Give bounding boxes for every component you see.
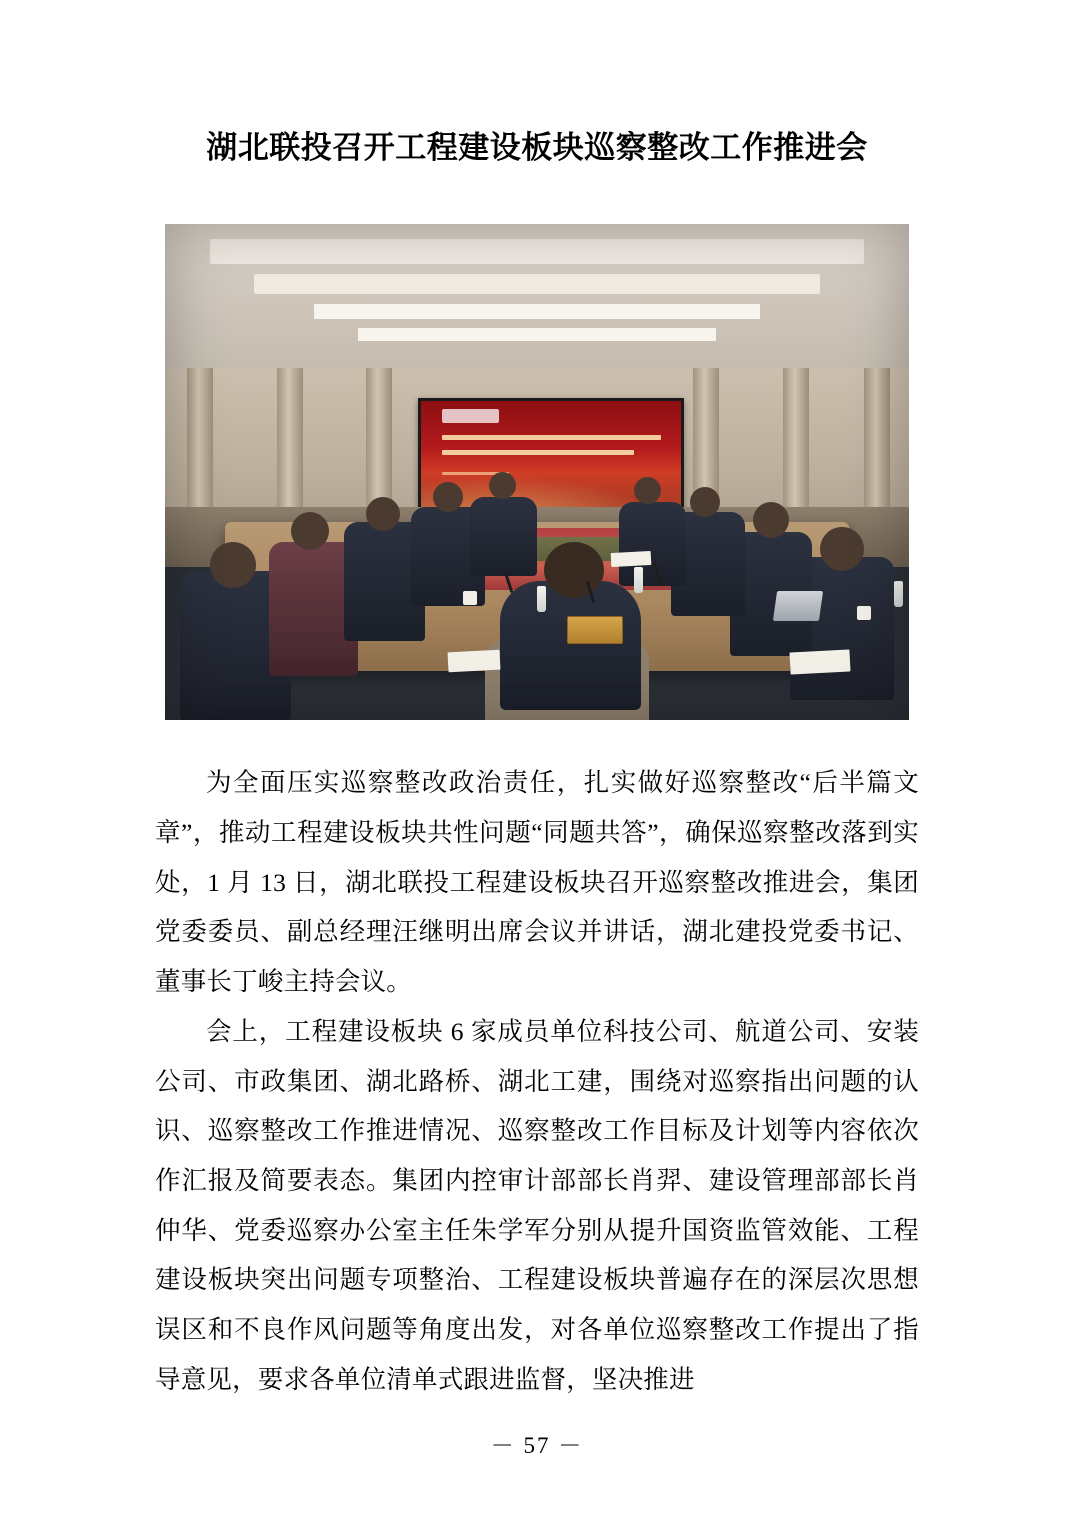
- wall-column: [277, 368, 303, 517]
- attendee-head: [210, 542, 256, 588]
- attendee-head: [366, 497, 400, 531]
- attendee-head: [433, 482, 463, 512]
- attendee: [619, 502, 686, 586]
- meeting-photo: [165, 224, 909, 720]
- ceiling-light-strip: [358, 328, 715, 340]
- document-paper: [789, 649, 850, 674]
- attendee: [470, 497, 537, 576]
- ceiling-panel: [254, 274, 819, 294]
- page-title: 湖北联投召开工程建设板块巡察整改工作推进会: [206, 130, 868, 165]
- attendee-head: [690, 487, 720, 517]
- attendee-head: [820, 527, 864, 571]
- attendee-head: [489, 472, 516, 499]
- paragraph-2: 会上，工程建设板块 6 家成员单位科技公司、航道公司、安装公司、市政集团、湖北路桥、湖北工建，围绕对巡察指出问题的认识、巡察整改工作推进情况、巡察整改工作目标及计划等内容依次作汇报及简要表态。集团内控审计部部长肖羿、建设管理部部长肖仲华、党委巡察办公室主任朱学军分别从提升国资监管效能、工程建设板块突出问题专项整治、工程建设板块普遍存在的深层次思想误区和不良作风问题等角度出发，对各单位巡察整改工作提出了指导意见，要求各单位清单式跟进监督，坚决推进: [155, 1016, 919, 1394]
- wall-column: [187, 368, 213, 517]
- wall-column: [366, 368, 392, 517]
- paragraph-1: 为全面压实巡察整改政治责任，扎实做好巡察整改“后半篇文章”，推动工程建设板块共性问题“同题共答”，确保巡察整改落到实处，1 月 13 日，湖北联投工程建设板块召开巡察整改推进会，集团党委委员、副总经理汪继明出席会议并讲话，湖北建投党委书记、董事长丁峻主持会议。: [155, 768, 919, 997]
- ceiling-panel: [210, 239, 865, 264]
- laptop: [773, 591, 823, 621]
- document-paper: [447, 649, 500, 672]
- attendee-head: [634, 477, 661, 504]
- water-bottle: [537, 586, 546, 612]
- screen-logo: [442, 409, 499, 424]
- foreground-attendee-head: [544, 542, 604, 598]
- wall-column: [864, 368, 890, 517]
- paper-cup: [857, 606, 871, 620]
- wall-column: [783, 368, 809, 517]
- name-placard: [567, 616, 623, 644]
- water-bottle: [894, 581, 903, 607]
- water-bottle: [634, 567, 643, 593]
- ceiling-light-strip: [314, 304, 760, 319]
- paper-cup: [463, 591, 477, 605]
- attendee-head: [753, 502, 789, 538]
- screen-title-line-2: [442, 450, 635, 455]
- article-body: [155, 758, 919, 1404]
- document-paper: [611, 551, 652, 567]
- screen-title-line-1: [442, 435, 661, 440]
- page-number: － 57 －: [490, 1433, 584, 1458]
- foreground-attendee: [500, 581, 641, 710]
